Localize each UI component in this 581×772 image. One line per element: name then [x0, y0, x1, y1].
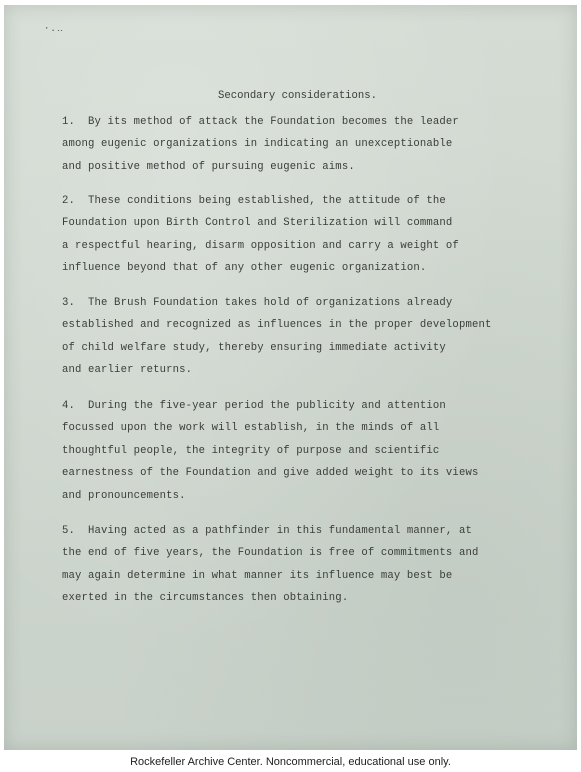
paragraph-line: established and recognized as influences in the proper development: [62, 319, 492, 332]
paragraph-line: of child welfare study, thereby ensuring immediate activity: [62, 341, 446, 354]
paragraph-5: [62, 520, 522, 610]
paragraph-line: among eugenic organizations in indicating an unexceptionable: [62, 138, 453, 151]
paragraph-line: thoughtful people, the integrity of purpose and scientific: [62, 444, 440, 457]
paragraph-line: influence beyond that of any other eugenic organization.: [62, 262, 427, 275]
paragraph-line: the end of five years, the Foundation is free of commitments and: [62, 547, 479, 560]
paragraph-line: Foundation upon Birth Control and Sterilization will command: [62, 217, 453, 230]
paragraph-line: 2. These conditions being established, the attitude of the: [62, 195, 446, 207]
paragraph-3: [62, 292, 522, 382]
paragraph-line: and positive method of pursuing eugenic aims.: [62, 160, 355, 173]
paragraph-line: earnestness of the Foundation and give added weight to its views: [62, 467, 479, 480]
paragraph-line: 1. By its method of attack the Foundation becomes the leader: [62, 116, 459, 128]
paragraph-line: 3. The Brush Foundation takes hold of organizations already: [62, 297, 453, 309]
archive-caption: Rockefeller Archive Center. Noncommercial, educational use only.: [130, 756, 451, 768]
paragraph-line: exerted in the circumstances then obtaining.: [62, 592, 349, 605]
paragraph-1: [62, 111, 522, 178]
paragraph-2: [62, 190, 522, 280]
paragraph-line: may again determine in what manner its influence may best be: [62, 569, 453, 582]
paragraph-4: [62, 395, 522, 507]
paragraph-line: and pronouncements.: [62, 489, 186, 502]
paragraph-line: 5. Having acted as a pathfinder in this fundamental manner, at: [62, 525, 472, 537]
paragraph-line: focussed upon the work will establish, in the minds of all: [62, 422, 440, 435]
paragraph-line: 4. During the five-year period the publicity and attention: [62, 400, 446, 412]
paragraph-line: a respectful hearing, disarm opposition and carry a weight of: [62, 239, 459, 252]
paragraph-line: and earlier returns.: [62, 364, 193, 377]
document-heading: Secondary considerations.: [218, 90, 377, 102]
stray-marks: ·.‥: [44, 24, 64, 34]
